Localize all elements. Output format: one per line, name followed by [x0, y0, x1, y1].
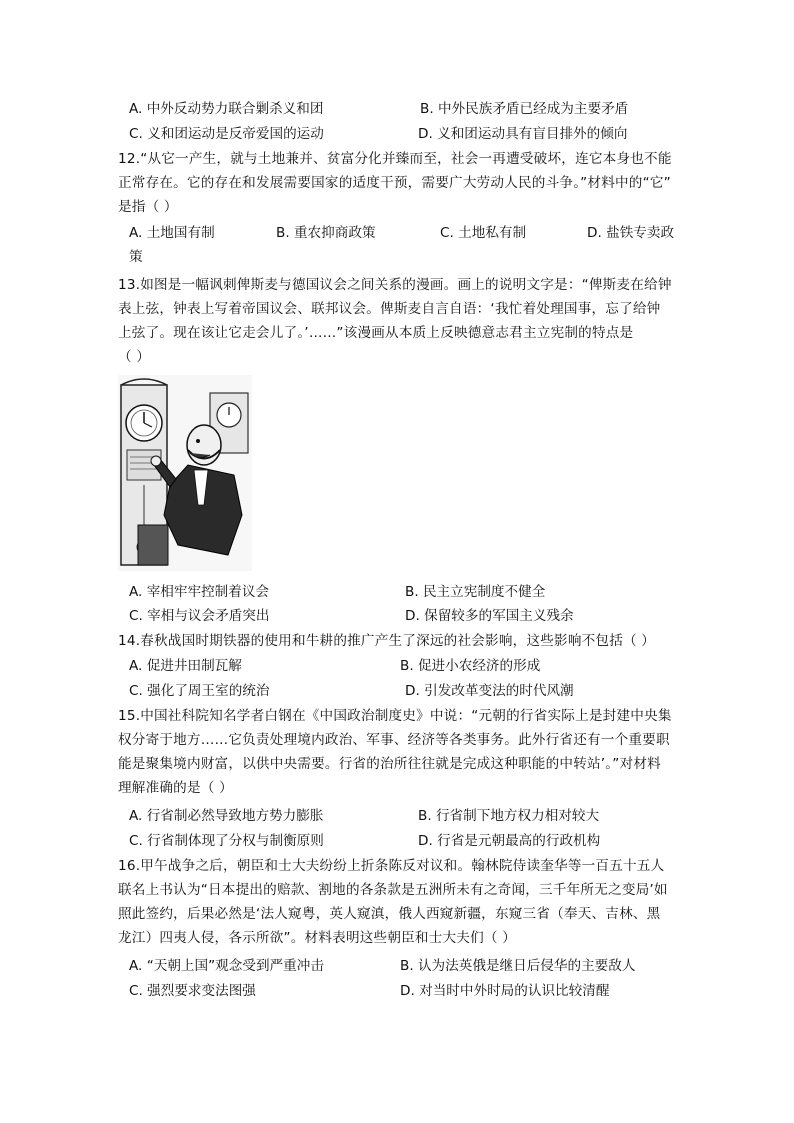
q16-stem-line-3: 照此签约，后果必然是‘法人窥粤，英人窥滇，俄人西窥新疆，东窥三省（奉天、吉林、黑 — [118, 906, 661, 922]
q12-stem-line-3: 是指（ ） — [118, 199, 178, 215]
q13-option-a: A. 宰相牢牢控制着议会 — [129, 584, 270, 600]
q13-stem-line-2: 表上弦，钟表上写着帝国议会、联邦议会。俾斯麦自言自语：‘我忙着处理国事，忘了给钟 — [118, 301, 661, 317]
q13-stem-line-4: （ ） — [118, 349, 151, 365]
q16-stem-line-4: 龙江）四夷人侵，各示所欲”。材料表明这些朝臣和士大夫们（ ） — [118, 930, 516, 946]
q12-stem-line-1: 12.“从它一产生，就与土地兼并、贫富分化并臻而至，社会一再遭受破坏，连它本身也不能 — [118, 151, 672, 167]
bismarck-cartoon-image — [118, 375, 252, 571]
q14-option-b: B. 促进小农经济的形成 — [400, 658, 541, 674]
q13-option-c: C. 宰相与议会矛盾突出 — [129, 608, 270, 624]
q12-option-d-wrap: 策 — [129, 249, 143, 265]
q13-stem-line-3: 上弦了。现在该让它走会儿了。’……”该漫画从本质上反映德意志君主立宪制的特点是 — [118, 325, 634, 341]
q12-option-b: B. 重农抑商政策 — [276, 225, 376, 241]
q11-option-c: C. 义和团运动是反帝爱国的运动 — [129, 126, 324, 142]
q15-stem-line-3: 能是聚集境内财富，以供中央需要。行省的治所往往就是完成这种职能的中转站’。”对材料 — [118, 756, 661, 772]
q12-option-c: C. 土地私有制 — [440, 225, 527, 241]
q16-option-b: B. 认为法英俄是继日后侵华的主要敌人 — [400, 958, 636, 974]
q16-stem-line-2: 联名上书认为“日本提出的赔款、割地的各条款是五洲所未有之奇闻，三千年所无之变局’如 — [118, 882, 668, 898]
q14-stem-line-1: 14.春秋战国时期铁器的使用和牛耕的推广产生了深远的社会影响，这些影响不包括（ ） — [118, 633, 656, 649]
q14-option-c: C. 强化了周王室的统治 — [129, 683, 270, 699]
q11-option-d: D. 义和团运动具有盲目排外的倾向 — [418, 126, 628, 142]
q12-option-d: D. 盐铁专卖政 — [587, 225, 675, 241]
q15-option-a: A. 行省制必然导致地方势力膨胀 — [129, 808, 324, 824]
q13-option-b: B. 民主立宪制度不健全 — [405, 584, 546, 600]
q15-option-c: C. 行省制体现了分权与制衡原则 — [129, 833, 324, 849]
q15-stem-line-2: 权分寄于地方……它负责处理境内政治、军事、经济等各类事务。此外行省还有一个重要职 — [118, 732, 670, 748]
q11-option-a: A. 中外反动势力联合剿杀义和团 — [129, 101, 324, 117]
q15-option-b: B. 行省制下地方权力相对较大 — [418, 808, 600, 824]
q16-stem-line-1: 16.甲午战争之后，朝臣和士大夫纷纷上折条陈反对议和。翰林院侍读奎华等一百五十五人 — [118, 858, 665, 874]
q12-stem-line-2: 正常存在。它的存在和发展需要国家的适度干预，需要广大劳动人民的斗争。”材料中的“它” — [118, 175, 671, 191]
q16-option-d: D. 对当时中外时局的认识比较清醒 — [400, 983, 610, 999]
q14-option-a: A. 促进井田制瓦解 — [129, 658, 242, 674]
q13-stem-line-1: 13.如图是一幅讽刺俾斯麦与德国议会之间关系的漫画。画上的说明文字是：“俾斯麦在给钟 — [118, 277, 672, 293]
q15-option-d: D. 行省是元朝最高的行政机构 — [418, 833, 601, 849]
q15-stem-line-4: 理解准确的是（ ） — [118, 780, 233, 796]
q16-option-a: A. “天朝上国”观念受到严重冲击 — [129, 958, 324, 974]
q14-option-d: D. 引发改革变法的时代风潮 — [405, 683, 574, 699]
q15-stem-line-1: 15.中国社科院知名学者白钢在《中国政治制度史》中说：“元朝的行省实际上是封建中央集 — [118, 708, 672, 724]
q12-option-a: A. 土地国有制 — [129, 225, 215, 241]
q11-option-b: B. 中外民族矛盾已经成为主要矛盾 — [420, 101, 629, 117]
q16-option-c: C. 强烈要求变法图强 — [129, 983, 256, 999]
q13-option-d: D. 保留较多的军国主义残余 — [405, 608, 574, 624]
